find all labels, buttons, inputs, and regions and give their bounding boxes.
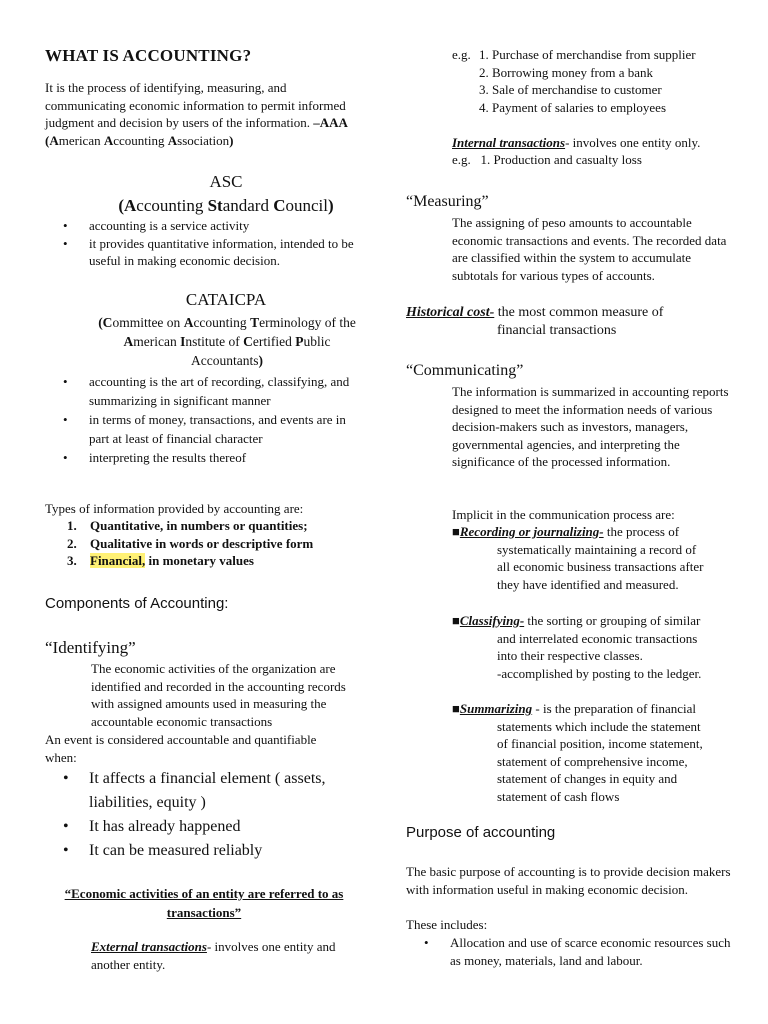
intro-source-text: merican [58,132,104,148]
asc-sub-initial: ) [328,196,334,215]
cataicpa-heading: CATAICPA [185,290,267,309]
square-bullet-icon: ■ [452,613,460,628]
types-item [45,552,375,570]
cataicpa-sub-text: ommittee on [112,315,184,330]
cataicpa-bullet: • interpreting the results thereof [45,448,363,467]
process-line: they have identified and measured. [497,576,679,592]
asc-sub-initial: St [207,196,223,215]
cataicpa-sub-initial: A [123,334,134,349]
process-text: the process of [603,524,680,539]
implicit-intro: Implicit in the communication process are: [452,507,675,522]
cataicpa-sub-initial: (C [98,315,113,330]
process-line: and interrelated economic transactions [497,630,698,646]
square-bullet-icon: ■ [452,524,460,539]
process-line: -accomplished by posting to the ledger. [497,665,702,681]
intro-source-initial: A [167,132,178,148]
cataicpa-sub-initial: C [243,334,253,349]
event-bullet: • It affects a financial element ( assets, liabilities, equity ) [45,767,375,815]
process-label: Classifying- [459,613,525,628]
cataicpa-sub-initial: ) [258,353,263,368]
process-line: statements which include the statement [497,718,701,734]
cataicpa-sub-initial: T [250,315,260,330]
purpose-includes: These includes: [406,917,488,932]
types-number: 2. [67,535,77,551]
cataicpa-bullet: • accounting is the art of recording, classifying, and summarizing in significant manner [45,372,363,410]
examples-prefix: e.g. [452,47,471,62]
examples-list [479,46,739,116]
example-item: 4. Payment of salaries to employees [479,99,667,115]
cataicpa-sub-text: ertified [252,334,296,349]
intro-text: It is the process of identifying, measuring, and communicating economic information to permit informed judgment and decision by users of the information. [45,80,346,131]
event-bullet: • It can be measured reliably [45,839,375,863]
process-summarizing [452,700,752,806]
asc-sub-text: andard [222,196,274,215]
process-first-line [452,700,752,718]
communicating-heading: “Communicating” [406,362,524,379]
process-recording [452,523,752,593]
intro-source [49,133,229,148]
types-number: 3. [67,553,77,569]
cataicpa-sub-text: ublic Accountants [191,334,331,368]
process-label: Summarizing [459,701,533,716]
types-text: Quantitative, in numbers or quantities; [90,518,308,533]
types-intro: Types of information provided by accounting are: [45,501,304,516]
event-bullet-list [45,767,375,863]
event-bullet: • It has already happened [45,815,375,839]
example-item: 2. Borrowing money from a bank [479,64,654,80]
asc-sub-initial: C [273,196,286,215]
types-item [45,517,375,535]
process-line: systematically maintaining a record of [497,541,697,557]
example-item: 3. Sale of merchandise to customer [479,82,662,98]
intro-source-initial: A [49,132,59,148]
cataicpa-sub-initial: P [295,334,304,349]
purpose-bullet: • Allocation and use of scarce economic resources such as money, materials, land and labour. [406,934,736,969]
types-number: 1. [67,518,77,533]
historical-cost: Historical cost- the most common measure of [406,305,664,320]
types-highlight: Financial, [90,553,146,569]
cataicpa-sub-text: merican [133,334,181,349]
process-label: Recording or journalizing- [459,524,604,539]
intro-source-text: ssociation [177,132,230,148]
process-line: statement of changes in equity and [497,771,678,787]
cataicpa-sub-text: ccounting [193,315,251,330]
measuring-heading: “Measuring” [406,193,489,210]
asc-sub-text: ccounting [136,196,208,215]
types-text: in monetary values [145,553,254,569]
cataicpa-sub-initial: I [180,334,186,349]
cataicpa-sub-text: erminology of the [259,315,356,330]
process-text: - is the preparation of financial [532,701,697,716]
purpose-bullet-list [406,934,736,969]
identifying-body: The economic activities of the organization are identified and recorded in the accounting records with assigned amounts used in measuring the accountable economic transactions [91,661,346,729]
process-first-line [452,523,752,541]
components-heading: Components of Accounting: [45,595,229,612]
measuring-body: The assigning of peso amounts to accountable economic transactions and events. The recorded data are classified within the system to accumulate subtotals for various types of accounts. [452,215,727,283]
process-classifying [452,612,752,682]
cataicpa-bullet: • in terms of money, transactions, and events are in part at least of financial character [45,410,363,448]
cataicpa-sub-text: nstitute of [185,334,244,349]
types-item [45,535,375,553]
cataicpa-subheading [92,313,362,370]
example-item: 1. Purchase of merchandise from supplier [479,47,696,62]
communicating-body: The information is summarized in accounting reports designed to meet the information needs of various decision-makers such as investors, managers, governmental agencies, and interpreting the significance of the processed information. [452,384,729,470]
cataicpa-sub-initial: A [183,315,194,330]
process-text: the sorting or grouping of similar [524,613,701,628]
asc-bullet: • accounting is a service activity [45,217,363,235]
types-text: Qualitative in words or descriptive form [90,535,314,551]
process-line: all economic business transactions after [497,559,704,575]
identifying-heading: “Identifying” [45,638,136,657]
cataicpa-bullet-list [45,372,363,467]
process-first-line [452,612,752,630]
process-line: of financial position, income statement, [497,736,703,752]
event-intro: An event is considered accountable and quantifiable when: [45,732,317,765]
types-list [45,517,375,570]
purpose-body: The basic purpose of accounting is to provide decision makers with information useful in making economic decision. [406,864,731,897]
process-line: into their respective classes. [497,648,643,664]
intro-paragraph: It is the process of identifying, measuring, and communicating economic information to permit informed judgment and decision by users of the information. –AAA (American Accounting Association) [45,80,348,148]
asc-sub-initial: ( [118,196,124,215]
intro-source-text: ccounting [113,132,168,148]
purpose-heading: Purpose of accounting [406,824,556,841]
historical-cost-line2: financial transactions [497,323,617,338]
asc-sub-initial: A [124,196,137,215]
intro-source-initial: A [103,132,114,148]
asc-subheading [45,196,407,216]
asc-bullet: • it provides quantitative information, intended to be useful in making economic decision. [45,235,363,270]
asc-sub-text: ouncil [285,196,328,215]
process-line: statement of cash flows [497,788,620,804]
square-bullet-icon: ■ [452,701,460,716]
process-line: statement of comprehensive income, [497,753,688,769]
page-title: WHAT IS ACCOUNTING? [45,46,252,65]
transactions-quote: “Economic activities of an entity are referred to as transactions” [64,886,344,920]
internal-transactions: Internal transactions- involves one entity only. [452,135,701,150]
asc-heading: ASC [209,172,243,191]
asc-bullet-list [45,217,363,270]
external-transactions: External transactions- involves one entity and another entity. [91,939,336,972]
internal-example: e.g. 1. Production and casualty loss [452,152,642,167]
